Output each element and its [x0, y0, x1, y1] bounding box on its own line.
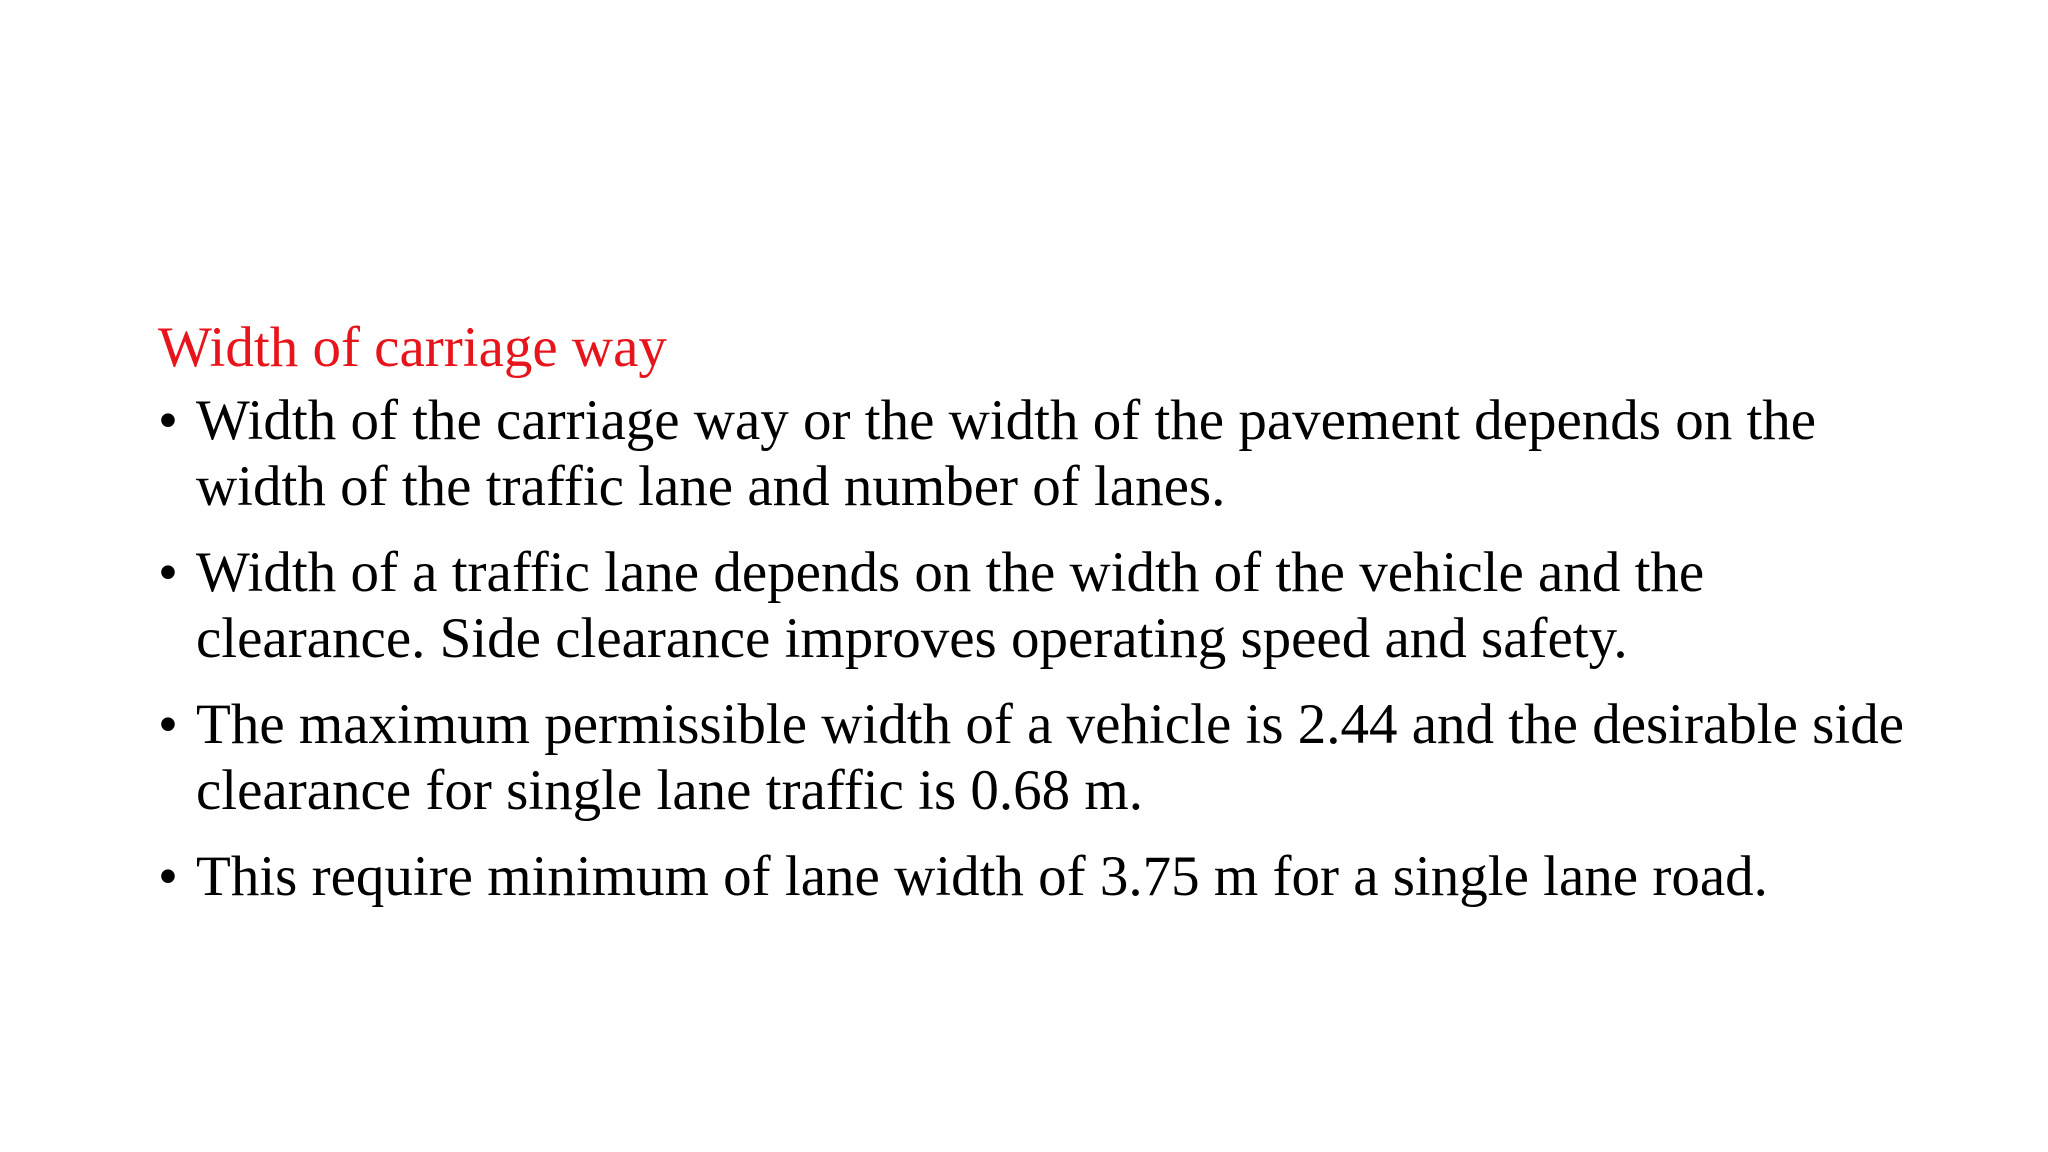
slide-heading: Width of carriage way	[158, 316, 667, 379]
bullet-icon: •	[158, 541, 178, 604]
bullet-item	[158, 692, 1918, 824]
bullet-item	[158, 844, 1918, 910]
bullet-text: Width of a traffic lane depends on the width of the vehicle and the clearance. Side clearance improves operating speed and safety.	[196, 541, 1705, 670]
bullet-item	[158, 388, 1918, 520]
bullet-text: The maximum permissible width of a vehicle is 2.44 and the desirable side clearance for single lane traffic is 0.68 m.	[196, 693, 1904, 822]
bullet-list	[158, 388, 1918, 910]
bullet-icon: •	[158, 845, 178, 908]
bullet-text: Width of the carriage way or the width of the pavement depends on the width of the traffic lane and number of lanes.	[196, 389, 1817, 518]
bullet-icon: •	[158, 389, 178, 452]
slide-content	[158, 312, 1918, 930]
bullet-icon: •	[158, 693, 178, 756]
bullet-text: This require minimum of lane width of 3.75 m for a single lane road.	[196, 845, 1768, 908]
bullet-item	[158, 540, 1918, 672]
